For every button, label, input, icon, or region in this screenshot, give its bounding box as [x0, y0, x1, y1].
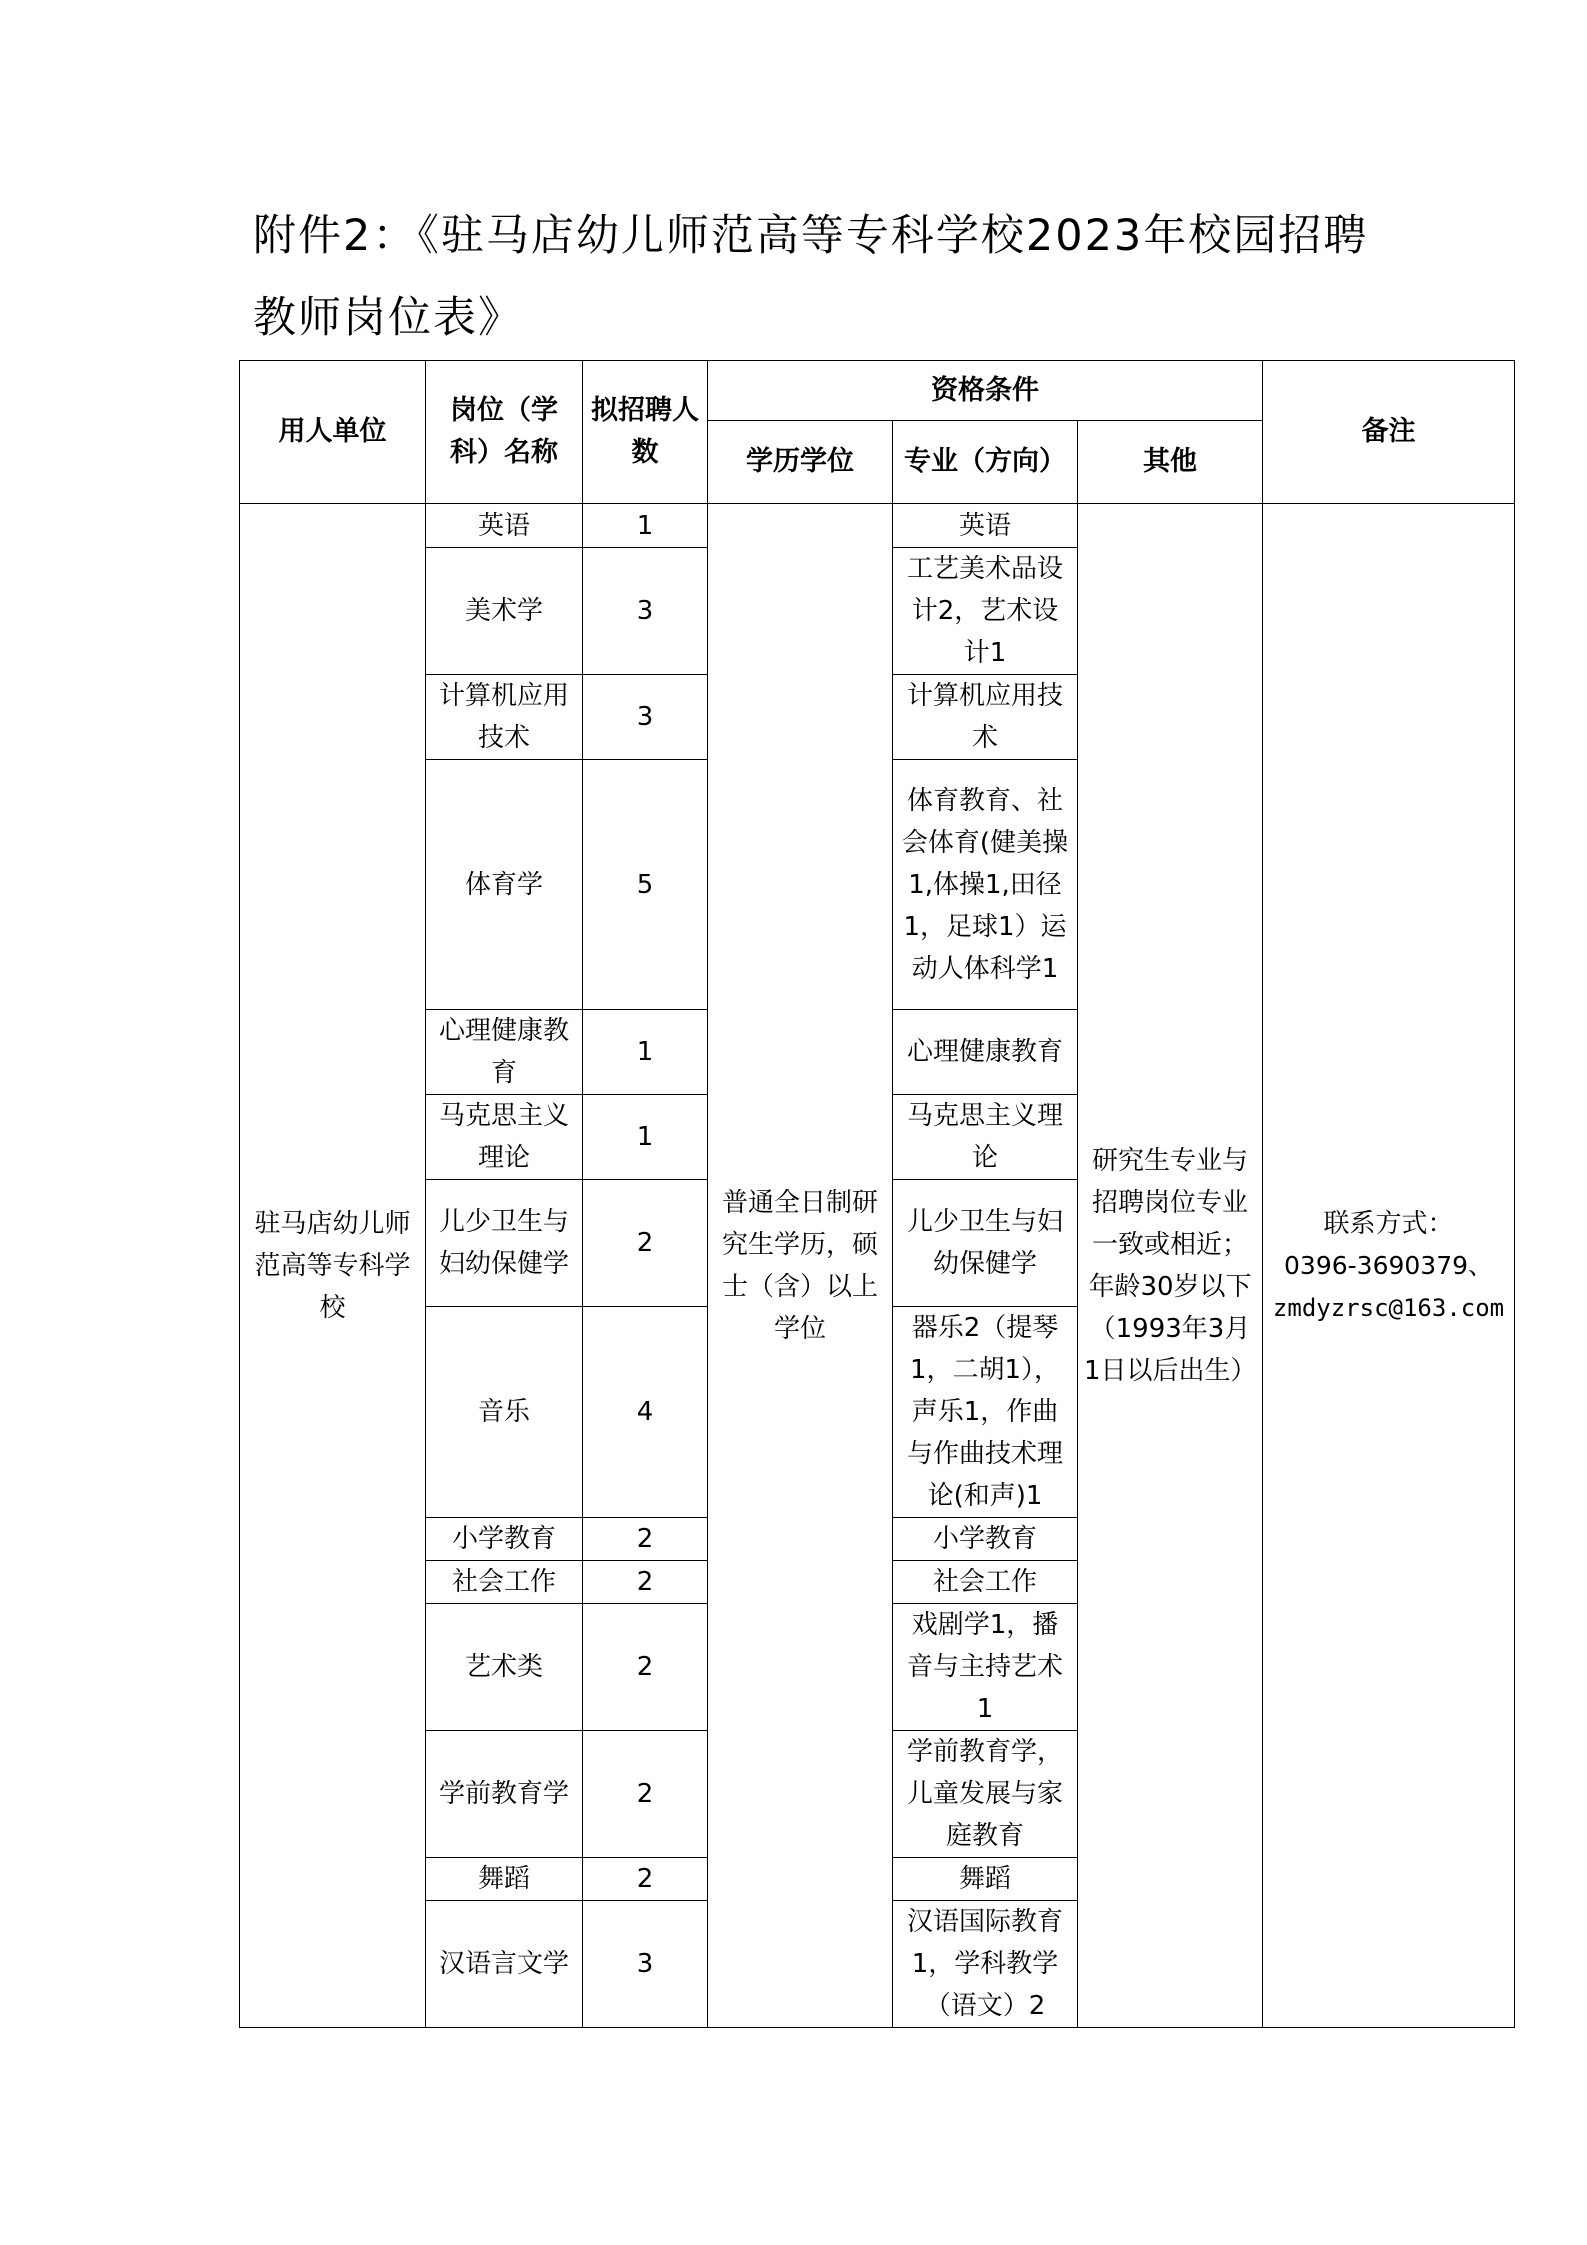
count-cell: 2 [583, 1604, 708, 1731]
major-cell: 体育教育、社会体育(健美操1,体操1,田径1，足球1）运动人体科学1 [893, 760, 1078, 1010]
header-remark: 备注 [1263, 361, 1515, 504]
header-count: 拟招聘人数 [583, 361, 708, 504]
major-cell: 工艺美术品设计2，艺术设计1 [893, 548, 1078, 675]
major-cell: 心理健康教育 [893, 1010, 1078, 1095]
header-other: 其他 [1078, 421, 1263, 504]
count-cell: 2 [583, 1518, 708, 1561]
count-cell: 1 [583, 1095, 708, 1180]
post-cell: 儿少卫生与妇幼保健学 [426, 1180, 583, 1307]
header-unit: 用人单位 [240, 361, 426, 504]
unit-name-cell: 驻马店幼儿师范高等专科学校 [240, 504, 426, 2028]
header-qualification: 资格条件 [708, 361, 1263, 421]
recruitment-table [239, 360, 1515, 2028]
count-cell: 2 [583, 1731, 708, 1858]
post-cell: 体育学 [426, 760, 583, 1010]
other-requirement-cell: 研究生专业与招聘岗位专业一致或相近；年龄30岁以下（1993年3月1日以后出生） [1078, 504, 1263, 2028]
major-cell: 器乐2（提琴1，二胡1），声乐1，作曲与作曲技术理论(和声)1 [893, 1307, 1078, 1518]
post-cell: 舞蹈 [426, 1858, 583, 1901]
count-cell: 2 [583, 1561, 708, 1604]
count-cell: 5 [583, 760, 708, 1010]
document-title [253, 195, 1403, 359]
post-cell: 汉语言文学 [426, 1901, 583, 2028]
major-cell: 儿少卫生与妇幼保健学 [893, 1180, 1078, 1307]
post-cell: 英语 [426, 504, 583, 548]
count-cell: 2 [583, 1858, 708, 1901]
title-line-2: 教师岗位表》 [253, 293, 523, 343]
major-cell: 英语 [893, 504, 1078, 548]
post-cell: 艺术类 [426, 1604, 583, 1731]
count-cell: 3 [583, 675, 708, 760]
major-cell: 戏剧学1，播音与主持艺术1 [893, 1604, 1078, 1731]
count-cell: 3 [583, 548, 708, 675]
major-cell: 马克思主义理论 [893, 1095, 1078, 1180]
post-cell: 计算机应用技术 [426, 675, 583, 760]
count-cell: 1 [583, 504, 708, 548]
remark-email: zmdyzrsc@163.com [1272, 1293, 1505, 1322]
remark-cell [1263, 504, 1515, 2028]
post-cell: 马克思主义理论 [426, 1095, 583, 1180]
major-cell: 学前教育学，儿童发展与家庭教育 [893, 1731, 1078, 1858]
major-cell: 汉语国际教育1，学科教学（语文）2 [893, 1901, 1078, 2028]
table-body [240, 504, 1515, 2028]
major-cell: 舞蹈 [893, 1858, 1078, 1901]
education-cell: 普通全日制研究生学历，硕士（含）以上学位 [708, 504, 893, 2028]
major-cell: 小学教育 [893, 1518, 1078, 1561]
header-education: 学历学位 [708, 421, 893, 504]
table-row [240, 504, 1515, 548]
post-cell: 美术学 [426, 548, 583, 675]
header-post: 岗位（学科）名称 [426, 361, 583, 504]
count-cell: 1 [583, 1010, 708, 1095]
header-major: 专业（方向） [893, 421, 1078, 504]
count-cell: 3 [583, 1901, 708, 2028]
major-cell: 社会工作 [893, 1561, 1078, 1604]
post-cell: 音乐 [426, 1307, 583, 1518]
remark-phone: 0396-3690379、 [1284, 1250, 1494, 1280]
post-cell: 心理健康教育 [426, 1010, 583, 1095]
count-cell: 2 [583, 1180, 708, 1307]
post-cell: 学前教育学 [426, 1731, 583, 1858]
post-cell: 小学教育 [426, 1518, 583, 1561]
title-line-1: 附件2：《驻马店幼儿师范高等专科学校2023年校园招聘 [253, 211, 1369, 261]
remark-label: 联系方式： [1323, 1208, 1454, 1239]
major-cell: 计算机应用技术 [893, 675, 1078, 760]
post-cell: 社会工作 [426, 1561, 583, 1604]
count-cell: 4 [583, 1307, 708, 1518]
